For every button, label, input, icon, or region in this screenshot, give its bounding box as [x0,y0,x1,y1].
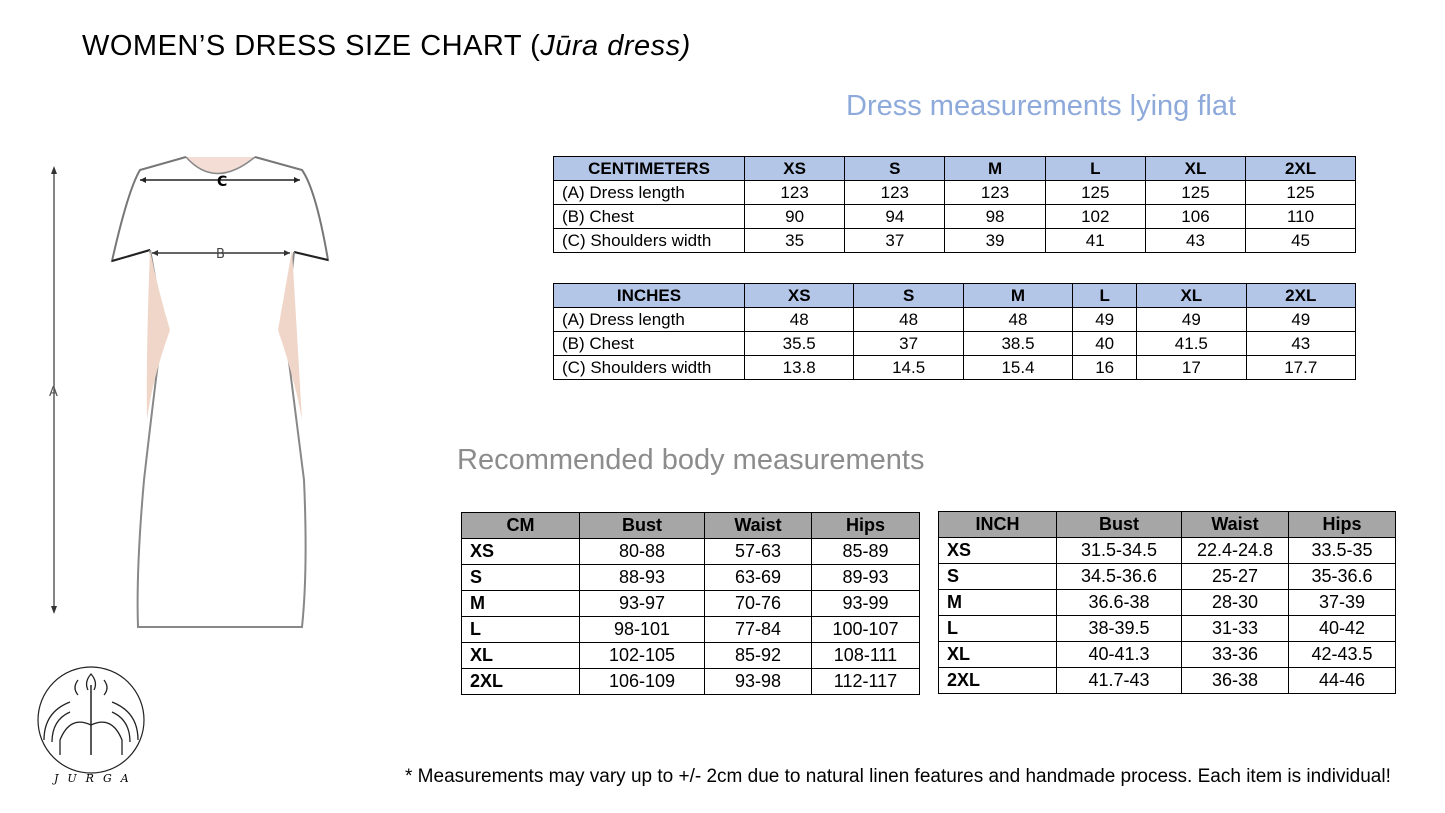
table-cell: 37 [845,229,945,253]
row-label: (C) Shoulders width [554,356,745,380]
size-label: XL [462,643,580,669]
table-cell: 80-88 [580,539,705,565]
table-cell: 40 [1073,332,1137,356]
header-cell: CM [462,513,580,539]
table-cell: 45 [1246,229,1356,253]
table-cell: 102 [1045,205,1145,229]
header-cell: Bust [580,513,705,539]
table-cell: 14.5 [854,356,963,380]
header-cell: Bust [1057,512,1182,538]
label-c: C [217,174,228,190]
table-row [462,643,920,669]
table-row [939,642,1396,668]
table-cell: 125 [1145,181,1245,205]
header-cell: S [845,157,945,181]
table-row [939,668,1396,694]
row-label: (A) Dress length [554,181,745,205]
header-cell: Waist [1182,512,1289,538]
table-cell: 28-30 [1182,590,1289,616]
table-cell: 93-99 [812,591,920,617]
table-cell: 42-43.5 [1289,642,1396,668]
table-header-row [554,284,1356,308]
table-cell: 112-117 [812,669,920,695]
header-cell: INCH [939,512,1057,538]
table-cell: 48 [854,308,963,332]
row-label: (B) Chest [554,332,745,356]
table-cell: 13.8 [745,356,854,380]
table-row [554,229,1356,253]
table-cell: 48 [963,308,1072,332]
size-label: 2XL [939,668,1057,694]
table-cell: 94 [845,205,945,229]
table-cell: 89-93 [812,565,920,591]
table-header-row [462,513,920,539]
header-cell: Waist [705,513,812,539]
table-row [462,591,920,617]
size-label: S [939,564,1057,590]
header-cell: M [963,284,1072,308]
size-label: M [462,591,580,617]
table-cell: 90 [745,205,845,229]
table-cell: 31.5-34.5 [1057,538,1182,564]
header-cell: XS [745,157,845,181]
header-cell: XL [1137,284,1246,308]
body-measurements-heading: Recommended body measurements [457,444,925,476]
dress-diagram [40,150,340,635]
size-label: XS [939,538,1057,564]
table-cell: 123 [945,181,1045,205]
header-cell: M [945,157,1045,181]
table-cell: 98-101 [580,617,705,643]
table-row [554,308,1356,332]
table-cell: 35-36.6 [1289,564,1396,590]
row-label: (B) Chest [554,205,745,229]
title-text: WOMEN’S DRESS SIZE CHART ( [82,30,541,62]
size-label: 2XL [462,669,580,695]
table-row [462,565,920,591]
table-row [939,538,1396,564]
table-cell: 98 [945,205,1045,229]
header-cell: INCHES [554,284,745,308]
size-label: L [462,617,580,643]
header-cell: S [854,284,963,308]
table-row [939,564,1396,590]
table-cell: 57-63 [705,539,812,565]
table-cell: 40-42 [1289,616,1396,642]
table-cell: 43 [1145,229,1245,253]
flat-cm-table [553,156,1356,253]
table-cell: 93-97 [580,591,705,617]
size-label: M [939,590,1057,616]
table-header-row [554,157,1356,181]
header-cell: XL [1145,157,1245,181]
row-label: (C) Shoulders width [554,229,745,253]
logo-text: JURGA [54,772,138,785]
size-label: L [939,616,1057,642]
table-cell: 40-41.3 [1057,642,1182,668]
table-cell: 49 [1246,308,1355,332]
table-cell: 77-84 [705,617,812,643]
table-row [462,539,920,565]
table-cell: 15.4 [963,356,1072,380]
label-b: B [216,247,225,262]
table-cell: 38-39.5 [1057,616,1182,642]
size-label: S [462,565,580,591]
row-label: (A) Dress length [554,308,745,332]
table-cell: 16 [1073,356,1137,380]
table-cell: 49 [1073,308,1137,332]
jurga-logo [30,660,160,790]
table-row [554,181,1356,205]
table-cell: 36.6-38 [1057,590,1182,616]
table-cell: 63-69 [705,565,812,591]
header-cell: L [1073,284,1137,308]
table-cell: 93-98 [705,669,812,695]
flat-measurements-heading: Dress measurements lying flat [846,90,1237,122]
table-cell: 108-111 [812,643,920,669]
table-cell: 100-107 [812,617,920,643]
header-cell: 2XL [1246,284,1355,308]
table-cell: 70-76 [705,591,812,617]
table-cell: 34.5-36.6 [1057,564,1182,590]
table-row [554,356,1356,380]
header-cell: XS [745,284,854,308]
table-cell: 38.5 [963,332,1072,356]
title-dress-name: Jūra dress [540,30,681,62]
table-row [462,617,920,643]
size-label: XL [939,642,1057,668]
table-cell: 35 [745,229,845,253]
table-cell: 37 [854,332,963,356]
title-close: ) [680,30,691,62]
flat-inches-table [553,283,1356,380]
table-cell: 102-105 [580,643,705,669]
header-cell: CENTIMETERS [554,157,745,181]
label-a: A [49,385,58,400]
table-cell: 106 [1145,205,1245,229]
body-inch-table [938,511,1396,694]
table-header-row [939,512,1396,538]
header-cell: L [1045,157,1145,181]
table-cell: 123 [745,181,845,205]
table-cell: 31-33 [1182,616,1289,642]
page-title [82,30,691,63]
table-cell: 25-27 [1182,564,1289,590]
header-cell: Hips [812,513,920,539]
body-cm-table [461,512,920,695]
table-cell: 44-46 [1289,668,1396,694]
table-cell: 125 [1246,181,1356,205]
size-label: XS [462,539,580,565]
table-cell: 17 [1137,356,1246,380]
table-cell: 35.5 [745,332,854,356]
table-row [554,205,1356,229]
table-cell: 125 [1045,181,1145,205]
header-cell: Hips [1289,512,1396,538]
table-cell: 85-89 [812,539,920,565]
table-row [554,332,1356,356]
table-cell: 41 [1045,229,1145,253]
table-cell: 41.7-43 [1057,668,1182,694]
table-cell: 106-109 [580,669,705,695]
table-cell: 85-92 [705,643,812,669]
table-row [462,669,920,695]
table-cell: 49 [1137,308,1246,332]
table-row [939,616,1396,642]
table-cell: 33.5-35 [1289,538,1396,564]
table-cell: 17.7 [1246,356,1355,380]
table-cell: 33-36 [1182,642,1289,668]
table-cell: 123 [845,181,945,205]
table-cell: 43 [1246,332,1355,356]
footnote: * Measurements may vary up to +/- 2cm due to natural linen features and handmade process. Each item is individual! [405,766,1391,787]
table-cell: 88-93 [580,565,705,591]
table-cell: 110 [1246,205,1356,229]
table-cell: 41.5 [1137,332,1246,356]
table-cell: 36-38 [1182,668,1289,694]
table-cell: 39 [945,229,1045,253]
header-cell: 2XL [1246,157,1356,181]
table-cell: 37-39 [1289,590,1396,616]
table-cell: 48 [745,308,854,332]
table-cell: 22.4-24.8 [1182,538,1289,564]
table-row [939,590,1396,616]
